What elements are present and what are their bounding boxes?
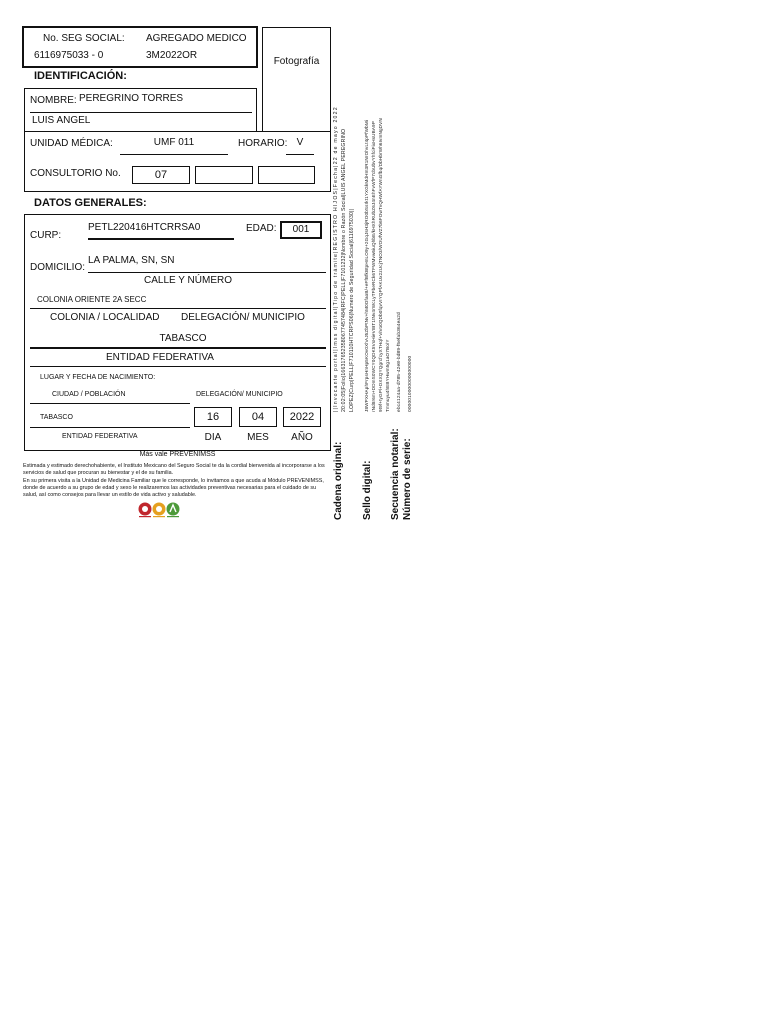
- dia-value: 16: [194, 407, 232, 427]
- nss-label: No. SEG SOCIAL:: [43, 33, 125, 44]
- dia-caption: DIA: [204, 432, 222, 443]
- nombre-underline: [30, 112, 252, 113]
- sello-line-1: J8WPXHAphFrpsHnHp5KOv0XhAJ5ZbPtNv+hM0OfaoB/+eFfBfkBtpHnLO9y+2GqJsH3jRO0bSsrkt1YXGkMdHm3R1NrOhvLt4pPfWbMi: [364, 120, 369, 412]
- entidad2-caption: ENTIDAD FEDERATIVA: [62, 433, 138, 440]
- sello-line-2: rNd8r6m+DDmS0WCY0QDK5VsHieVIBT1tNv4rWcLyTFbeRCk6TFWMvw6iuQhbE/kHXhRUbZ6J4nEhFvWfP7cbUbvYhfciFixHsUBA9P: [371, 121, 376, 412]
- entidad-underline: [30, 347, 326, 349]
- anio-value: 2022: [283, 407, 321, 427]
- mes-value: 04: [239, 407, 277, 427]
- consultorio-value-box: 07: [132, 166, 190, 184]
- identificacion-title: IDENTIFICACIÓN:: [34, 70, 127, 82]
- mes-caption: MES: [247, 432, 269, 443]
- prevenimss-logos: [137, 501, 185, 519]
- curp-value: PETL220416HTCRRSA0: [88, 222, 201, 233]
- colonia-caption: COLONIA / LOCALIDAD: [50, 312, 160, 323]
- prevenimss-logo-icons: [137, 501, 185, 519]
- prevenimss-slogan: Más vale PREVENIMSS: [139, 451, 216, 458]
- edad-value: 001: [280, 221, 322, 239]
- cadena-line-1: ||Invocante portal|Imss digital|Tipo de trámite|REGISTRO HIJOS|Fecha|22 de mayo 2022: [333, 106, 339, 412]
- nombre-line2: LUIS ANGEL: [32, 115, 91, 126]
- agregado-label: AGREGADO MEDICO: [146, 33, 247, 44]
- ciudad-underline: [30, 403, 190, 404]
- sello-line-3: 9t9f+tyGPl+DXXQYQgrcfcyXTHqf+ViVo0QDb0fqvVIYQPfAKUx2zUcjTNO3/WOUfWZ7b6FOwTvQHWfAYWnGfbq/DbHbrWh6IvmNgDVN: [378, 118, 383, 412]
- colonia-value: COLONIA ORIENTE 2A SECC: [37, 295, 147, 304]
- sello-line-4: Tmmuyu4hEBYHwm5g1aO7Bo/Y: [385, 339, 390, 412]
- sello-label: Sello digital:: [362, 460, 373, 520]
- horario-underline: [286, 154, 314, 155]
- unidad-underline: [120, 154, 228, 155]
- curp-underline: [88, 238, 234, 240]
- consultorio-label: CONSULTORIO No.: [30, 168, 121, 179]
- entidad-caption: ENTIDAD FEDERATIVA: [106, 352, 214, 363]
- delegacion2-caption: DELEGACIÓN/ MUNICIPIO: [196, 391, 283, 398]
- secuencia-label: Secuencia notarial:: [390, 428, 401, 520]
- calle-caption: CALLE Y NÚMERO: [144, 275, 232, 286]
- domicilio-label: DOMICILIO:: [30, 262, 86, 273]
- curp-label: CURP:: [30, 230, 62, 241]
- photo-box: [262, 27, 331, 132]
- photo-label: Fotografía: [273, 56, 320, 67]
- anio-caption: AÑO: [291, 432, 313, 443]
- entidad-value: TABASCO: [159, 333, 207, 344]
- edad-label: EDAD:: [246, 223, 277, 234]
- secuencia-value: ebc4124aa-d785-42e8-bd89-f5efab364ea2d: [397, 312, 402, 412]
- horario-value: V: [296, 137, 304, 148]
- nss-value: 6116975033 - 0: [34, 50, 104, 61]
- consultorio-box-2: [195, 166, 253, 184]
- unidad-label: UNIDAD MÉDICA:: [30, 138, 113, 149]
- cadena-label: Cadena original:: [333, 441, 344, 520]
- consultorio-box-3: [258, 166, 315, 184]
- cadena-line-3: LOPEZ|Curp|PELL|F710110HTCRPS06|Numero de Seguridad Social|6116975030||: [349, 208, 355, 412]
- unidad-value: UMF 011: [153, 137, 195, 148]
- nombre-line1: PEREGRINO TORRES: [79, 93, 184, 104]
- serie-label: Número de serie:: [402, 438, 413, 520]
- serie-value: 00000100000000000000: [408, 355, 413, 412]
- datos-title: DATOS GENERALES:: [34, 197, 147, 209]
- ciudad-caption: CIUDAD / POBLACIÓN: [52, 391, 126, 398]
- colonia-underline: [30, 308, 326, 309]
- agregado-value: 3M2022OR: [146, 50, 198, 61]
- entidad-caption-underline: [30, 366, 326, 367]
- horario-label: HORARIO:: [238, 138, 288, 149]
- nombre-label: NOMBRE:: [30, 95, 77, 106]
- entidad2-value: TABASCO: [40, 414, 73, 421]
- nacimiento-label: LUGAR Y FECHA DE NACIMIENTO:: [40, 374, 156, 381]
- delegacion-caption: DELEGACIÓN/ MUNICIPIO: [181, 312, 305, 323]
- domicilio-value: LA PALMA, SN, SN: [88, 255, 175, 266]
- welcome-paragraph-2: En su primera visita a la Unidad de Medicina Familiar que le corresponde, lo invitamos a que acuda al Módulo PREVENIMSS, donde de acuerdo a su grupo de edad y sexo le realizaremos las actividades preventivas necesarias para el cuidado de su salud, así como consejos para llevar un estilo de vida activo y saludable.: [23, 478, 324, 498]
- domicilio-underline: [88, 272, 326, 273]
- entidad2-underline: [30, 427, 190, 428]
- cadena-line-2: 20:02:05|Folio|1663176523580677457484|RFC|PELL|F7101232|Nombre o Razón Social|LUIS ANGEL PEREGRINO: [341, 128, 347, 412]
- welcome-paragraph-1: Estimada y estimado derechohabiente, el Instituto Mexicano del Seguro Social te da la cordial bienvenida al incorporarse a los servicios de salud que procuran su bienestar y el de su familia.: [23, 463, 325, 476]
